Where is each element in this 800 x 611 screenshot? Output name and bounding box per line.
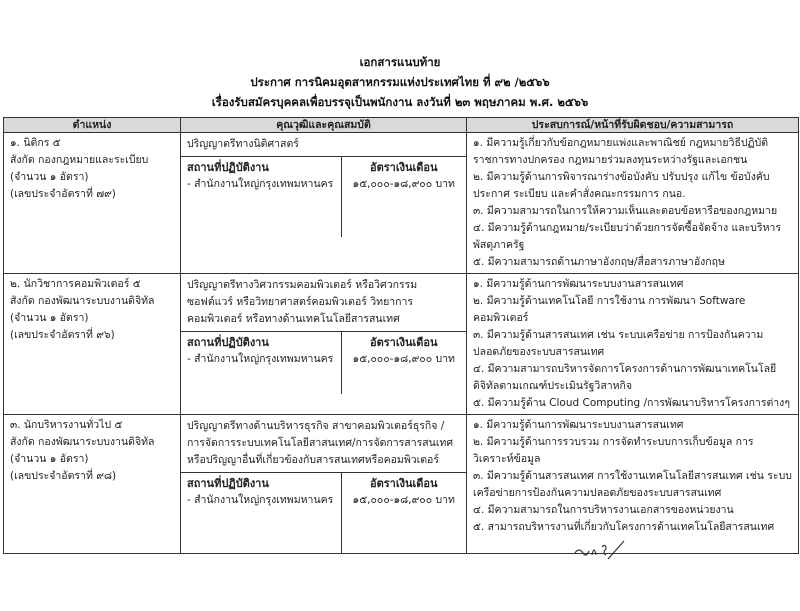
position-line: (จำนวน ๑ อัตรา) — [10, 453, 89, 465]
location-label: สถานที่ปฏิบัติงาน — [187, 477, 269, 490]
experience-item: ๔. มีความสามารถบริหารจัดการโครงการด้านการพัฒนาเทคโนโลยีดิจิทัลตามเกณฑ์ประเมินรัฐวิสาหกิจ — [473, 363, 777, 392]
experience-item: ๓. มีความรู้ด้านสารสนเทศ การใช้งานเทคโนโลยีสารสนเทศ เช่น ระบบเครือข่ายการป้องกันความปลอดภัยของระบบสารสนเทศ — [473, 470, 792, 499]
position-line: (เลขประจำอัตราที่ ๗๙) — [10, 188, 116, 200]
experience-item: ๕. มีความสามารถด้านภาษาอังกฤษ/สื่อสารภาษาอังกฤษ — [473, 256, 725, 268]
experience-item: ๕. สามารถบริหารงานที่เกี่ยวกับโครงการด้านเทคโนโลยีสารสนเทศ — [473, 521, 775, 533]
document-title: เอกสารแนบท้าย — [359, 55, 441, 69]
qualification-cell — [181, 133, 467, 274]
experience-item: ๔. มีความรู้ด้านกฎหมาย/ระเบียบว่าด้วยการจัดซื้อจัดจ้าง และบริหารพัสดุภาครัฐ — [473, 222, 782, 251]
qualification-text: ปริญญาตรีทางนิติศาสตร์ — [181, 133, 466, 157]
position-cell — [4, 133, 181, 274]
announcement-title: ประกาศ การนิคมอุตสาหกรรมแห่งประเทศไทย ที่ ๙๒ /๒๕๖๖ — [250, 75, 550, 89]
position-line: ๑. นิติกร ๕ — [10, 137, 61, 149]
experience-item: ๓. มีความรู้ด้านสารสนเทศ เช่น ระบบเครือข่าย การป้องกันความปลอดภัยของระบบสารสนเทศ — [473, 329, 764, 358]
table-header-row — [4, 118, 799, 133]
location-salary-table — [181, 157, 466, 237]
position-line: ๓. นักบริหารงานทั่วไป ๕ — [10, 419, 123, 431]
positions-table — [3, 117, 799, 554]
location-label: สถานที่ปฏิบัติงาน — [187, 161, 269, 174]
position-line: สังกัด กองกฎหมายและระเบียบ — [10, 154, 149, 166]
experience-item: ๒. มีความรู้ด้านเทคโนโลยี การใช้งาน การพัฒนา Software คอมพิวเตอร์ — [473, 295, 746, 324]
position-cell — [4, 415, 181, 554]
qualification-cell — [181, 274, 467, 415]
experience-item: ๒. มีความรู้ด้านการรวบรวม การจัดทำระบบการเก็บข้อมูล การวิเคราะห์ข้อมูล — [473, 436, 754, 465]
column-header-qualification: คุณวุฒิและคุณสมบัติ — [181, 118, 467, 133]
column-header-experience: ประสบการณ์/หน้าที่รับผิดชอบ/ความสามารถ — [467, 118, 799, 133]
salary-label: อัตราเงินเดือน — [369, 336, 438, 349]
position-line: (เลขประจำอัตราที่ ๙๖) — [10, 329, 115, 341]
salary-value: ๑๕,๐๐๐-๑๘,๙๐๐ บาท — [352, 178, 455, 190]
qualification-text: ปริญญาตรีทางด้านบริหารธุรกิจ สาขาคอมพิวเตอร์ธุรกิจ /การจัดการระบบเทคโนโลยีสาสนเทศ/การจัดการสารสนเทศ หรือปริญญาอื่นที่เกี่ยวข้องกับสารสนเทศหรือคอมพิวเตอร์ — [181, 415, 466, 473]
location-value: - สำนักงานใหญ่กรุงเทพมหานคร — [187, 353, 334, 365]
salary-label: อัตราเงินเดือน — [369, 477, 438, 490]
experience-item: ๕. มีความรู้ด้าน Cloud Computing /การพัฒนาบริหารโครงการต่างๆ — [473, 397, 790, 409]
position-line: (เลขประจำอัตราที่ ๙๘) — [10, 470, 117, 482]
position-line: (จำนวน ๑ อัตรา) — [10, 312, 89, 324]
experience-item: ๓. มีความสามารถในการให้ความเห็นและตอบข้อหารือของกฎหมาย — [473, 205, 778, 217]
experience-cell — [467, 415, 799, 554]
table-row — [4, 274, 799, 415]
column-header-position: ตำแหน่ง — [4, 118, 181, 133]
position-line: ๒. นักวิชาการคอมพิวเตอร์ ๕ — [10, 278, 141, 290]
experience-item: ๑. มีความรู้เกี่ยวกับข้อกฎหมายแพ่งและพาณิชย์ กฎหมายวิธีปฏิบัติราชการทางปกครอง กฎหมายร่วมลงทุนระหว่างรัฐและเอกชน — [473, 137, 769, 166]
position-line: สังกัด กองพัฒนาระบบงานดิจิทัล — [10, 295, 155, 307]
experience-item: ๑. มีความรู้ด้านการพัฒนาระบบงานสารสนเทศ — [473, 278, 684, 290]
signature-initials — [572, 535, 632, 565]
location-value: - สำนักงานใหญ่กรุงเทพมหานคร — [187, 494, 334, 506]
salary-label: อัตราเงินเดือน — [369, 161, 438, 174]
table-row — [4, 415, 799, 554]
salary-value: ๑๕,๐๐๐-๑๘,๙๐๐ บาท — [352, 353, 455, 365]
salary-value: ๑๕,๐๐๐-๑๘,๙๐๐ บาท — [352, 494, 455, 506]
location-salary-table — [181, 332, 466, 394]
qualification-text: ปริญญาตรีทางวิศวกรรมคอมพิวเตอร์ หรือวิศวกรรมซอฟต์แวร์ หรือวิทยาศาสตร์คอมพิวเตอร์ วิทยาการคอมพิวเตอร์ หรือทางด้านเทคโนโลยีสารสนเทศ — [181, 274, 466, 332]
experience-cell — [467, 133, 799, 274]
location-label: สถานที่ปฏิบัติงาน — [187, 336, 269, 349]
experience-item: ๒. มีความรู้ด้านการพิจารณาร่างข้อบังคับ ปรับปรุง แก้ไข ข้อบังคับ ประกาศ ระเบียบ และคำสั่งคณะกรรมการ กนอ. — [473, 171, 770, 200]
qualification-cell — [181, 415, 467, 554]
experience-cell — [467, 274, 799, 415]
experience-item: ๑. มีความรู้ด้านการพัฒนาระบบงานสารสนเทศ — [473, 419, 684, 431]
table-row — [4, 133, 799, 274]
location-value: - สำนักงานใหญ่กรุงเทพมหานคร — [187, 178, 334, 190]
position-cell — [4, 274, 181, 415]
position-line: (จำนวน ๑ อัตรา) — [10, 171, 89, 183]
experience-item: ๔. มีความสามารถในการบริหารงานเอกสารของหน่วยงาน — [473, 504, 734, 516]
position-line: สังกัด กองพัฒนาระบบงานดิจิทัล — [10, 436, 155, 448]
location-salary-table — [181, 473, 466, 553]
announcement-subject: เรื่องรับสมัครบุคคลเพื่อบรรจุเป็นพนักงาน ลงวันที่ ๒๓ พฤษภาคม พ.ศ. ๒๕๖๖ — [211, 95, 589, 109]
